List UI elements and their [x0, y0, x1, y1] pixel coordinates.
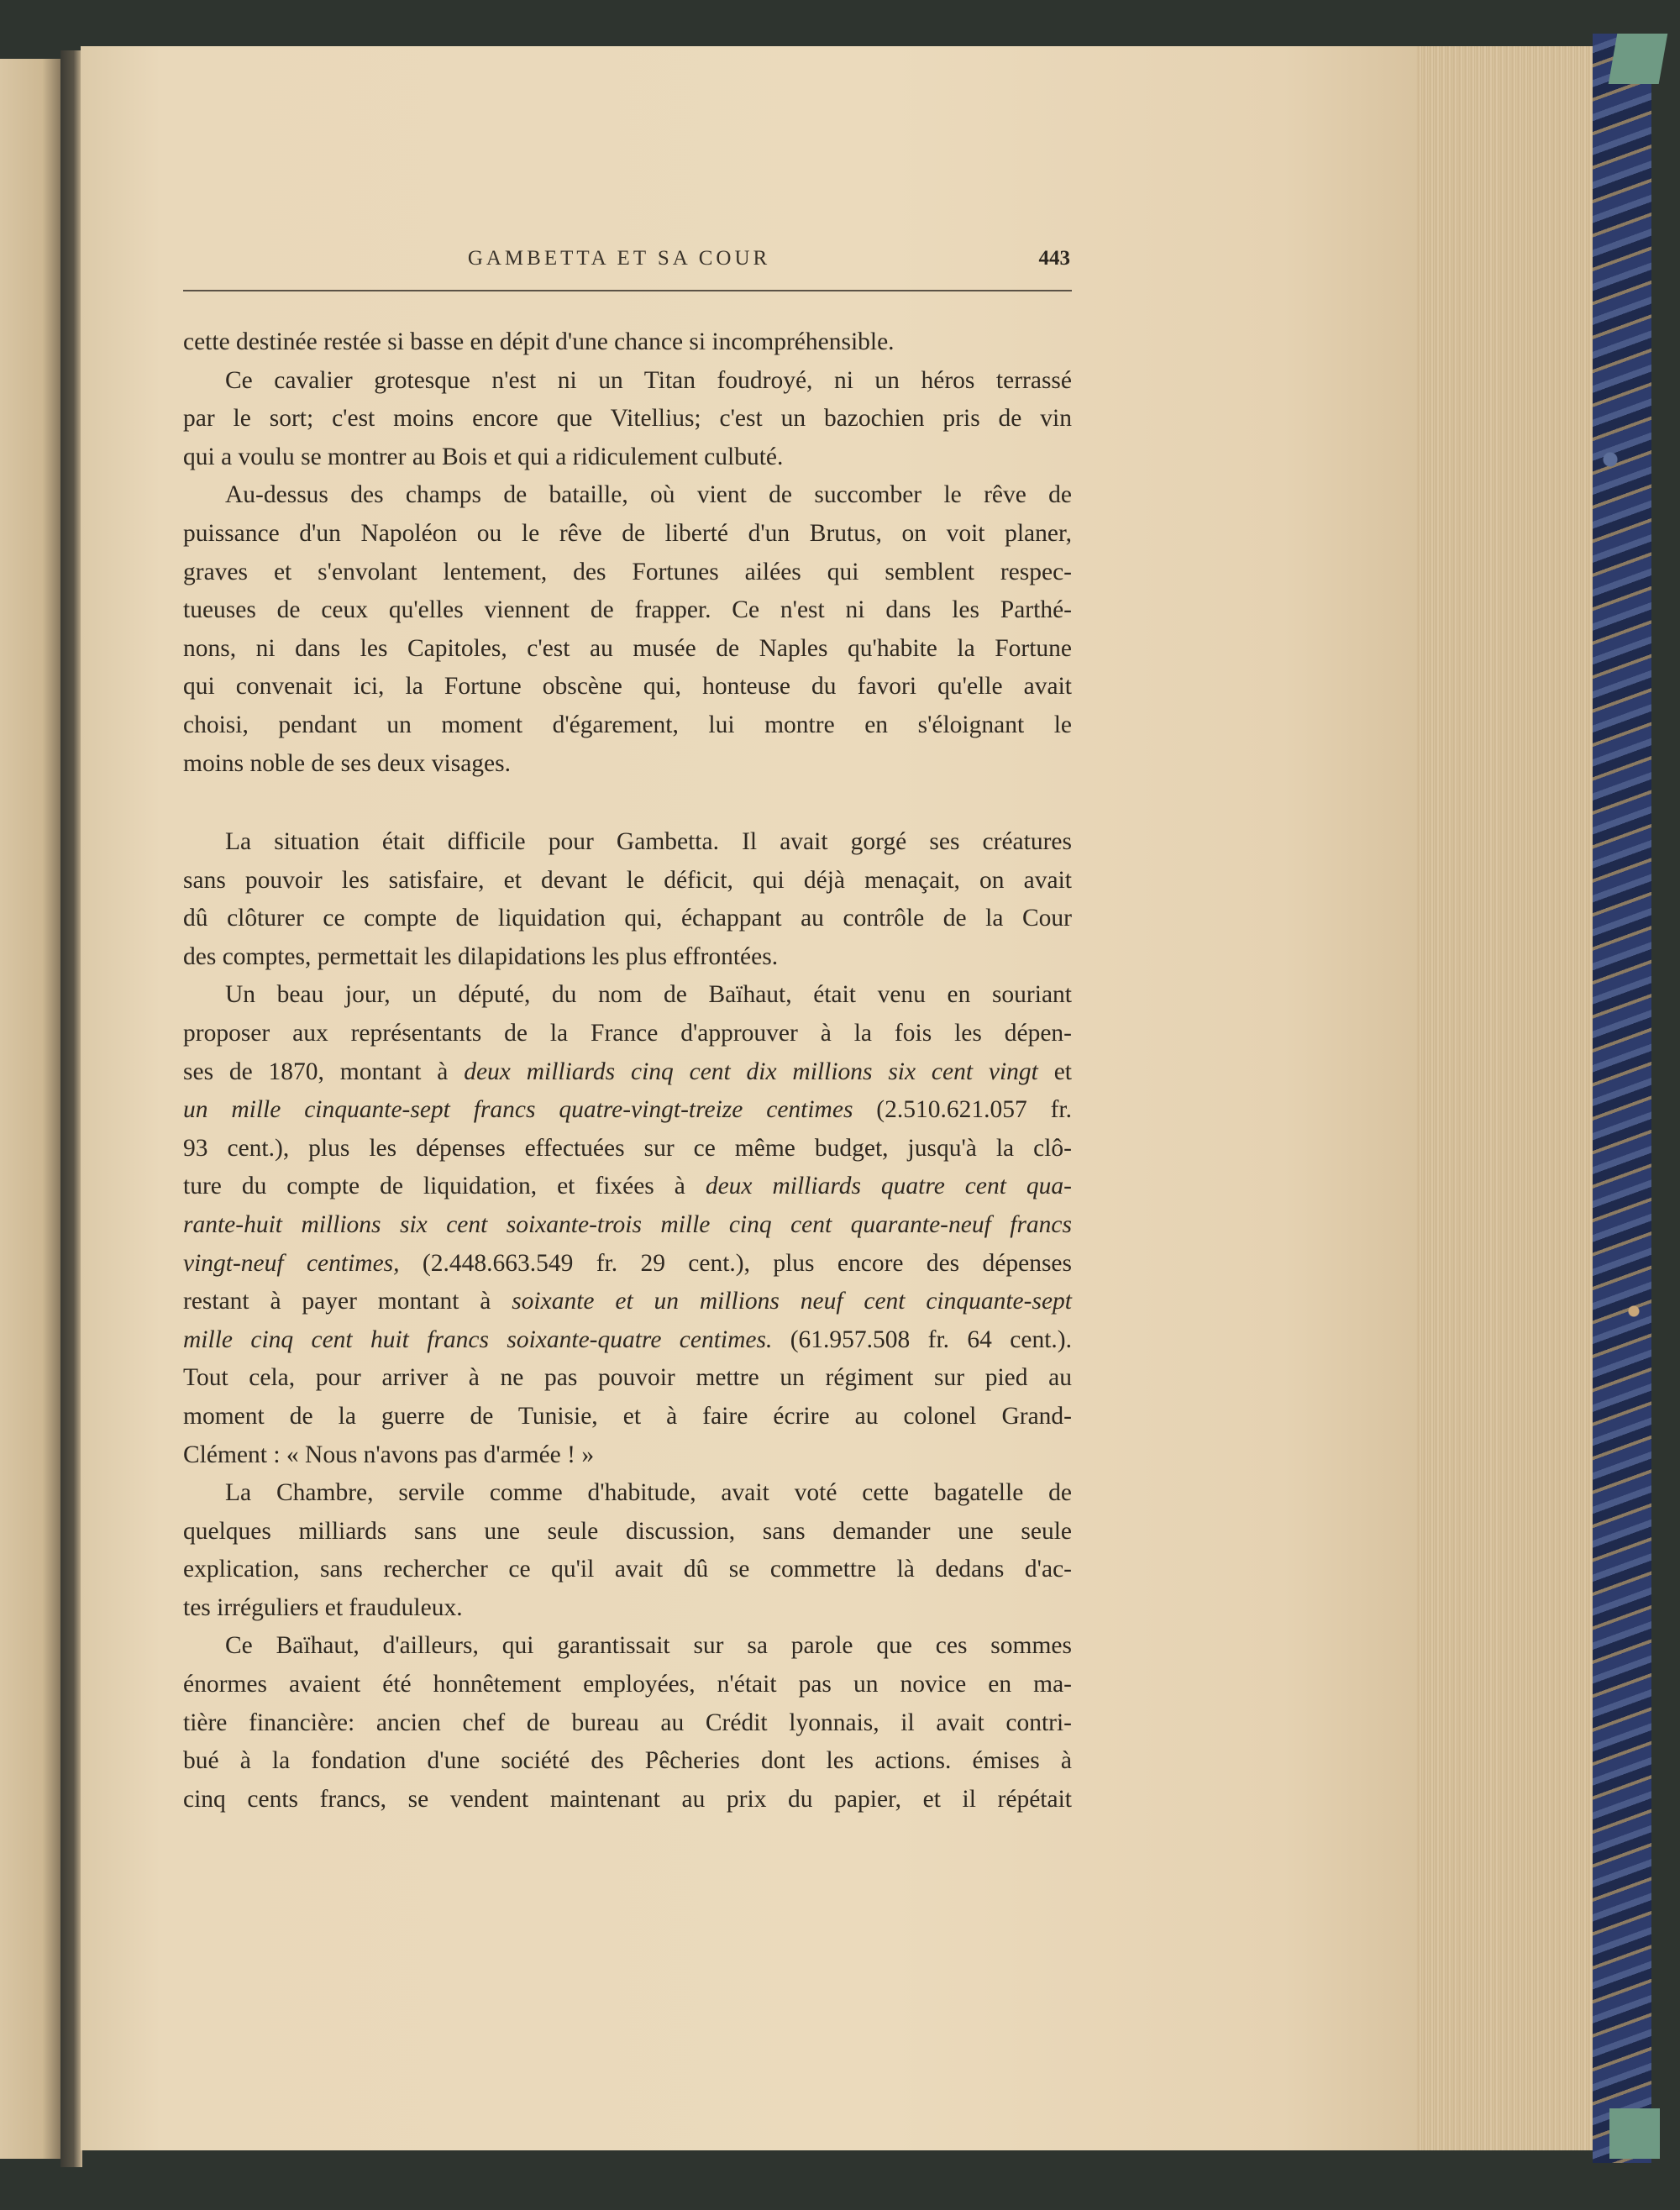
- text-line: [183, 668, 1072, 706]
- text-line: [183, 1627, 1072, 1666]
- text: La Chambre, servile comme d'habitude, avait voté cette bagatelle de: [225, 1479, 1072, 1507]
- text: Ce Baïhaut, d'ailleurs, qui garantissait sur sa parole que ces sommes: [225, 1632, 1072, 1660]
- text: restant à payer montant à: [183, 1288, 512, 1315]
- text: cette destinée restée si basse en dépit d'une chance si incompréhensible.: [183, 328, 895, 355]
- header-rule: [183, 290, 1072, 291]
- text-line: [183, 1436, 1072, 1475]
- text: par le sort; c'est moins encore que Vitellius; c'est un bazochien pris de vin: [183, 405, 1072, 433]
- text-line: [183, 862, 1072, 900]
- italic-text: deux milliards quatre cent qua-: [705, 1173, 1072, 1200]
- running-title: GAMBETTA ET SA COUR: [467, 247, 771, 270]
- text: explication, sans rechercher ce qu'il avait dû se commettre là dedans d'ac-: [183, 1556, 1072, 1583]
- text: proposer aux représentants de la France d'approuver à la fois les dépen-: [183, 1019, 1072, 1047]
- text-line: [183, 476, 1072, 515]
- text-block-1: [183, 323, 1072, 783]
- text: Au-dessus des champs de bataille, où vient de succomber le rêve de: [225, 481, 1072, 509]
- italic-text: vingt-neuf centimes,: [183, 1249, 400, 1277]
- running-header: [183, 244, 1072, 277]
- marbled-cover: [1593, 34, 1651, 2163]
- text: (2.448.663.549 fr. 29 cent.), plus encore des dépenses: [399, 1249, 1072, 1277]
- text-line: [183, 900, 1072, 938]
- paragraph: [183, 476, 1072, 783]
- italic-text: rante-huit millions six cent soixante-trois mille cinq cent quarante-neuf francs: [183, 1210, 1072, 1238]
- cover-corner-top: [1609, 34, 1668, 84]
- text: moment de la guerre de Tunisie, et à faire écrire au colonel Grand-: [183, 1402, 1072, 1430]
- text: ture du compte de liquidation, et fixées à: [183, 1173, 706, 1200]
- paragraph: [183, 823, 1072, 976]
- text-line: [183, 938, 1072, 977]
- text-line: [183, 1513, 1072, 1551]
- paragraph: [183, 976, 1072, 1474]
- text-line: [183, 1398, 1072, 1436]
- text: Ce cavalier grotesque n'est ni un Titan foudroyé, ni un héros terrassé: [225, 366, 1072, 394]
- text-block-2: [183, 823, 1072, 1819]
- text: 93 cent.), plus les dépenses effectuées sur ce même budget, jusqu'à la clô-: [183, 1134, 1072, 1162]
- text: et: [1037, 1058, 1072, 1085]
- text-line: [183, 823, 1072, 862]
- text-line: [183, 1015, 1072, 1053]
- text-line: [183, 362, 1072, 401]
- text: graves et s'envolant lentement, des Fortunes ailées qui semblent respec-: [183, 558, 1072, 585]
- text-line: [183, 1704, 1072, 1743]
- text: tes irréguliers et frauduleux.: [183, 1593, 463, 1621]
- text-line: [183, 1321, 1072, 1360]
- text: quelques milliards sans une seule discussion, sans demander une seule: [183, 1517, 1072, 1545]
- text: bué à la fondation d'une société des Pêcheries dont les actions. émises à: [183, 1747, 1072, 1775]
- text-line: [183, 1053, 1072, 1092]
- text: sans pouvoir les satisfaire, et devant le déficit, qui déjà menaçait, on avait: [183, 866, 1072, 894]
- text-line: [183, 1666, 1072, 1704]
- text: qui convenait ici, la Fortune obscène qui, honteuse du favori qu'elle avait: [183, 673, 1072, 701]
- text-line: [183, 1474, 1072, 1513]
- text: moins noble de ses deux visages.: [183, 749, 511, 777]
- text-line: [183, 706, 1072, 745]
- text: choisi, pendant un moment d'égarement, lui montre en s'éloignant le: [183, 711, 1072, 738]
- text: ses de 1870, montant à: [183, 1058, 465, 1085]
- text-line: [183, 630, 1072, 669]
- text-line: [183, 1091, 1072, 1130]
- text-line: [183, 1245, 1072, 1283]
- text-line: [183, 1359, 1072, 1398]
- text: puissance d'un Napoléon ou le rêve de liberté d'un Brutus, on voit planer,: [183, 519, 1072, 547]
- text-line: [183, 1589, 1072, 1628]
- text: qui a voulu se montrer au Bois et qui a ridiculement culbuté.: [183, 443, 784, 470]
- text: dû clôturer ce compte de liquidation qui, échappant au contrôle de la Cour: [183, 905, 1072, 932]
- paragraph: [183, 323, 1072, 362]
- text: cinq cents francs, se vendent maintenant au prix du papier, et il répétait: [183, 1785, 1072, 1813]
- text-line: [183, 1551, 1072, 1589]
- text: tueuses de ceux qu'elles viennent de frapper. Ce n'est ni dans les Parthé-: [183, 596, 1072, 624]
- cover-corner-bottom: [1609, 2108, 1660, 2159]
- text: Tout cela, pour arriver à ne pas pouvoir mettre un régiment sur pied au: [183, 1364, 1072, 1392]
- text: La situation était difficile pour Gambetta. Il avait gorgé ses créatures: [225, 828, 1072, 855]
- text-line: [183, 1168, 1072, 1206]
- italic-text: deux milliards cinq cent dix millions six cent vingt: [464, 1058, 1038, 1085]
- text: énormes avaient été honnêtement employées, n'était pas un novice en ma-: [183, 1671, 1072, 1698]
- text: des comptes, permettait les dilapidations les plus effrontées.: [183, 942, 779, 970]
- italic-text: soixante et un millions neuf cent cinquante-sept: [512, 1288, 1072, 1315]
- text: (2.510.621.057 fr.: [853, 1096, 1073, 1124]
- italic-text: mille cinq cent huit francs soixante-quatre centimes.: [183, 1325, 773, 1353]
- text-line: [183, 1206, 1072, 1245]
- text: (61.957.508 fr. 64 cent.).: [772, 1325, 1072, 1353]
- text: tière financière: ancien chef de bureau au Crédit lyonnais, il avait contri-: [183, 1709, 1072, 1736]
- text-line: [183, 400, 1072, 438]
- italic-text: un mille cinquante-sept francs quatre-vingt-treize centimes: [183, 1096, 853, 1124]
- page-edges: [1416, 46, 1593, 2150]
- text-line: [183, 554, 1072, 592]
- facing-page-edge: [0, 59, 60, 2159]
- book-gutter: [60, 50, 82, 2167]
- text-line: [183, 745, 1072, 784]
- text-line: [183, 438, 1072, 477]
- text: Un beau jour, un député, du nom de Baïhaut, était venu en souriant: [225, 981, 1072, 1009]
- paragraph: [183, 1627, 1072, 1819]
- paragraph: [183, 362, 1072, 477]
- text-line: [183, 1781, 1072, 1819]
- text-line: [183, 1130, 1072, 1168]
- text-line: [183, 323, 1072, 362]
- text-line: [183, 1742, 1072, 1781]
- text-line: [183, 1283, 1072, 1321]
- text: nons, ni dans les Capitoles, c'est au musée de Naples qu'habite la Fortune: [183, 634, 1072, 662]
- text: Clément : « Nous n'avons pas d'armée ! »: [183, 1441, 595, 1468]
- text-line: [183, 976, 1072, 1015]
- paragraph: [183, 1474, 1072, 1627]
- text-line: [183, 515, 1072, 554]
- page-number: 443: [1038, 247, 1070, 270]
- text-line: [183, 591, 1072, 630]
